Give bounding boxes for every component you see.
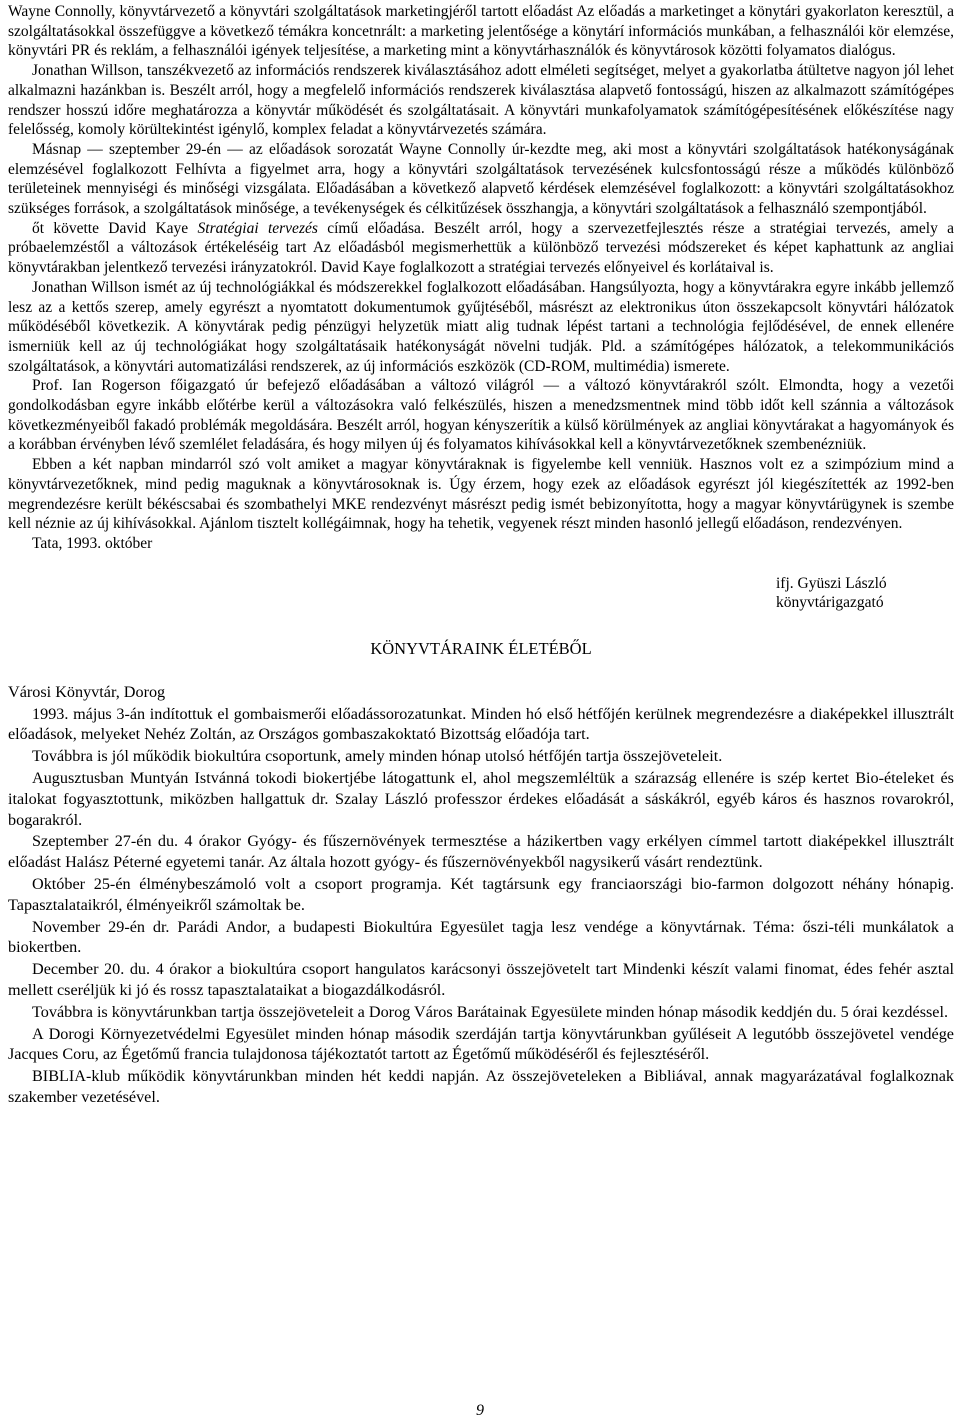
paragraph: 1993. május 3-án indítottuk el gombaismerői előadássorozatunkat. Minden hó első hétfőjén kerülnek megrendezésre a diaképekkel illusztrált előadások, melyeket Nehéz Zoltán, az Országos gombaszakoktató Bizottság előadója tart. xyxy=(8,704,954,744)
paragraph: December 20. du. 4 órakor a biokultúra csoport hangulatos karácsonyi összejövetelt tart Mindenki készít valami finomat, édes fehér asztal mellett cseréljük ki jó és rossz tapasztalataikat a biogazdálkodásról. xyxy=(8,960,954,1000)
document-page xyxy=(8,2,954,1108)
paragraph: Jonathan Willson, tanszékvezető az információs rendszerek kiválasztásához adott elméleti segítséget, melyet a gyakorlatba átültetve nagyon jól lehet alkalmazni hazánkban is. Beszélt arról, hogy a megfelelő információs rendszerek kiválasztása alapvető fontosságú, hiszen az alkalmazott számítógépes rendszer hosszú időre meghatározza a könyvtár működését és szolgáltatásait. A könyvtári munkafolyamatok számítógépesítésének előkészítése nagy felelősség, komoly körültekintést igénylő, komplex feladat a könyvtárvezetés számára. xyxy=(8,62,954,139)
paragraph-kaye xyxy=(8,219,954,278)
paragraph: Továbbra is könyvtárunkban tartja összejöveteleit a Dorog Város Barátainak Egyesülete minden hónap második keddjén du. 5 órai kezdéssel. xyxy=(32,1002,949,1021)
signature-name: ifj. Gyüszi László xyxy=(776,574,887,592)
signature-block xyxy=(776,574,954,613)
article-symposium xyxy=(8,2,954,613)
paragraph: Október 25-én élménybeszámoló volt a csoport programja. Két tagtársunk egy franciaországi bio-farmon dolgozott néhány hónapig. Tapasztalataikról, élményeikről számoltak be. xyxy=(8,875,954,914)
text: című előadása. Beszélt arról, hogy a szervezetfejlesztés része a stratégiai tervezés, amely a próbaelemzéstől a változások értékeléséig tart Az előadásból megismerhettük a különböző tervezési módszereket és képet kaphattunk az angliai könyvtárakban jelentkező tervezési irányzatokról. David Kaye foglalkozott a stratégiai tervezés előnyeivel és korlátaival is. xyxy=(8,219,955,277)
paragraph: Továbbra is jól működik biokultúra csoportunk, amely minden hónap utolsó hétfőjén tartja összejöveteleit. xyxy=(32,747,723,766)
paragraph: Másnap — szeptember 29-én — az előadások sorozatát Wayne Connolly úr-kezdte meg, aki most a könyvtári szolgáltatások hatékonyságának elemzésével foglalkozott Felhívta a figyelmet arra, hogy a könyvtári szolgáltatások tervezésének kulcsfontosságú része a működés különböző területeinek mennyiségi és minőségi vizsgálata. Előadásában a következő alapvető kérdések elemzésével foglalkozott: a könyvtári szolgáltatásokhoz szükséges források, a szolgáltatások minősége, a tevékenységek és célkitűzések összhangja, a könyvtári szolgáltatások a felhasználó szempontjából. xyxy=(8,140,954,218)
paragraph: A Dorogi Környezetvédelmi Egyesület minden hónap második szerdáján tartja könyvtárunkban gyűléseit A legutóbb összejövetel vendége Jacques Coru, az Égetőmű francia tulajdonosa tájékoztatót tartott az Égetőmű működéséről és fejlesztéséről. xyxy=(8,1024,954,1064)
paragraph: Szeptember 27-én du. 4 órakor Gyógy- és fűszernövények termesztése a házikertben vagy erkélyen címmel tartott diaképekkel illusztrált előadást Halász Péterné egyetemi tanár. Az általa hozott gyógy- és fűszernövényekből nagysikerű vásárt rendeztünk. xyxy=(8,832,954,872)
paragraph: Jonathan Willson ismét az új technológiákkal és módszerekkel foglalkozott előadásában. Hangsúlyozta, hogy a könyvtárakra egyre inkább jellemző lesz az a kettős szerep, amely egyrészt a nyomtatott dokumentumok gyűjtéséből, másrészt az elektronikus úton összekapcsolt könyvtári hálózatok működéséből következik. A könyvtárak pedig pénzügyi helyzetük miatt alig tudnak lépést tartani a technológia fejlődésével, de ennek ellenére ismerniük kell az új technológiákat hogy szolgáltatásaik hatékonyságát növelni tudják. Pld. a számítógépes hálózatok, a telekommunikációs szolgáltatások, a könyvtári automatizálási rendszerek, az új információs eszközök (CD-ROM, multimédia) ismerete. xyxy=(8,278,954,375)
place-date: Tata, 1993. október xyxy=(32,534,153,552)
paragraph: BIBLIA-klub működik könyvtárunkban minden hét keddi napján. Az összejöveteleken a Bibliával, annak magyarázatával foglalkoznak szakember vezetésével. xyxy=(8,1067,954,1107)
signature-title: könyvtárigazgató xyxy=(776,594,884,612)
section-heading: KÖNYVTÁRAINK ÉLETÉBŐL xyxy=(370,639,592,659)
article-library-life xyxy=(8,639,954,1108)
page-number: 9 xyxy=(476,1402,484,1419)
paragraph: Wayne Connolly, könyvtárvezető a könyvtári szolgáltatások marketingjéről tartott előadást Az előadás a marketinget a könytári gyakorlaton keresztül, a szolgáltatásokkal összefüggve a következő témákra koncetnrált: a marketing jelentősége a könytárí információs munkában, a felhasználói kör elemzése, könyvtári PR és reklám, a felhasználói igények teljesítése, a marketing mint a könyvtárhasználók és könyvtárosok közötti folyamatos dialógus. xyxy=(8,3,954,60)
paragraph: Augusztusban Muntyán Istvánná tokodi biokertjébe látogattunk el, ahol megszemléltük a szárazság ellenére is szép kertet Bio-ételeket és italokat fogyasztottunk, miközben hallgattuk dr. Szalay László professzor érdekes előadását a sáskákról, egyéb káros és hasznos rovarokról, bogarakról. xyxy=(8,769,954,829)
paragraph: November 29-én dr. Parádi Andor, a budapesti Biokultúra Egyesület tagja lesz vendége a könyvtárnak. Téma: őszi-téli munkálatok a biokertben. xyxy=(8,917,954,957)
text: őt követte David Kaye xyxy=(32,219,198,237)
paragraph: Ebben a két napban mindarról szó volt amiket a magyar könyvtáraknak is figyelembe kell venniük. Hasznos volt ez a szimpózium mind a könyvtárvezetőknek, mind pedig maguknak a könyvtárosoknak is. Úgy érzem, hogy ezek az előadások egyrészt jól kiegészítették az 1992-ben megrendezésre került békéscsabai és szombathelyi MKE rendezvényt másrészt pedig ismét bebizonyította, hogy a magyar könyvtárügynek is szembe kell néznie az új kihívásokkal. Ajánlom tisztelt kollégáimnak, hogy ha tehetik, vegyenek részt minden hasonló jellegű előadáson, rendezvényen. xyxy=(8,456,954,533)
paragraph: Prof. Ian Rogerson főigazgató úr befejező előadásában a változó világról — a változó könyvtárakról szólt. Elmondta, hogy a vezetői gondolkodásban egyre inkább előtérbe kerül a változásokra való felkészülés, hiszen a menedzsmentnek mind több időt kell szánnia a változások következményeiből fakadó problémák megoldására. Beszélt arról, hogyan kényszerítik a külső körülmények az angliai könyvtárakat a hagyományok és a korábban érvényben lévő szemlélet feladására, és hogy milyen új és folyamatos kihívásokkal kell a könyvtárvezetőknek szembenézniük. xyxy=(8,377,954,454)
library-name: Városi Könyvtár, Dorog xyxy=(8,682,166,701)
lecture-title: Stratégiai tervezés xyxy=(197,219,318,237)
